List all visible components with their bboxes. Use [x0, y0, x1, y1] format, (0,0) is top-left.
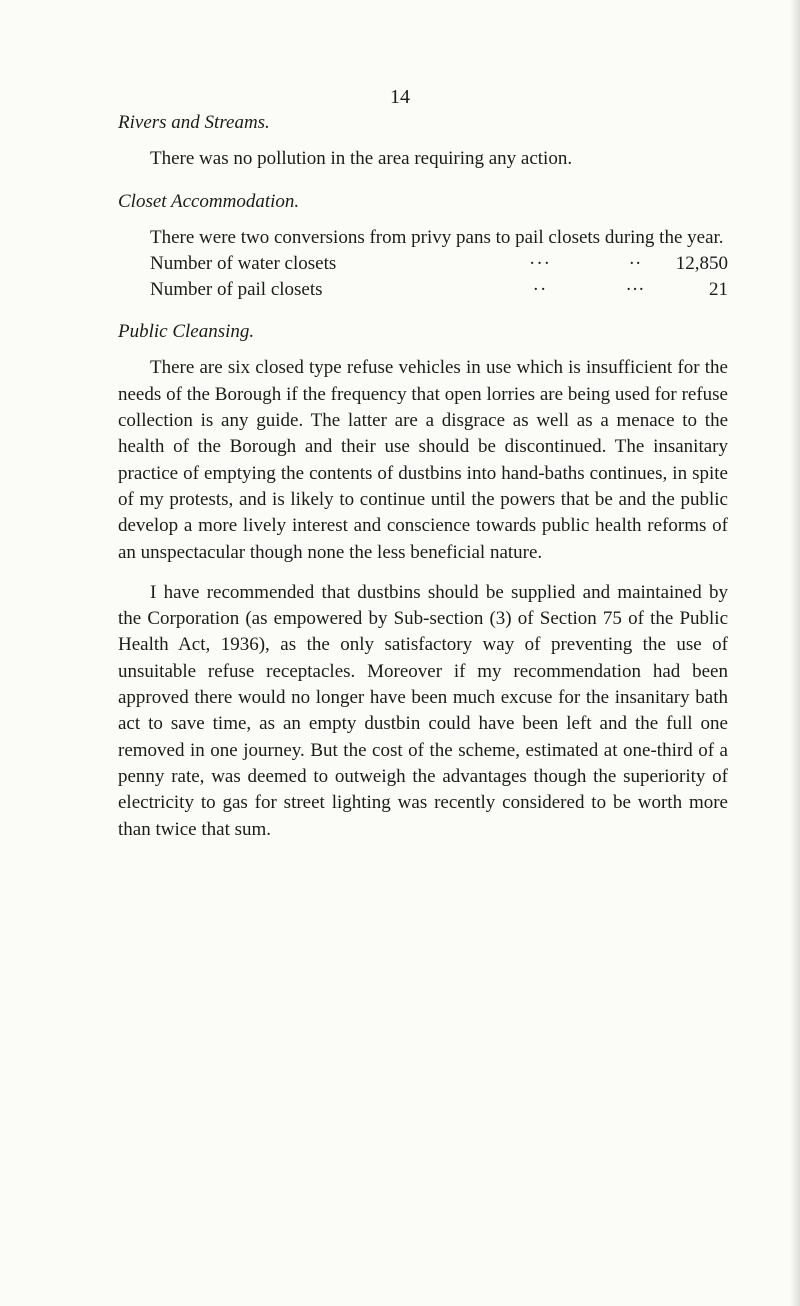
paragraph-closet: There were two conversions from privy pans to pail closets during the year.	[150, 226, 724, 248]
page-number: 14	[390, 86, 410, 108]
leader-dots: ··	[628, 253, 642, 275]
leader-dots: ···	[529, 253, 551, 275]
heading-rivers-and-streams: Rivers and Streams.	[118, 112, 270, 133]
closet-row-label: Number of water closets	[150, 253, 337, 275]
section-spacer	[118, 173, 728, 189]
paragraph-cleansing-1: There are six closed type refuse vehicles in use which is insufficient for the needs of the Borough if the frequency that open lorries are being used for refuse collection is any guide. The latter are a disgrace as well as a menace to the health of the Borough and their use should be discontinued. The insanitary practice of emptying the contents of dustbins into hand-baths continues, in spite of my protests, and is likely to continue until the powers that be and the public develop a more lively interest and conscience towards public health reforms of an unspectacular though none the less beneficial nature.	[118, 357, 728, 563]
paragraph-cleansing-2: I have recommended that dustbins should be supplied and maintained by the Corporation (as empowered by Sub-section (3) of Section 75 of the Public Health Act, 1936), as the only satisfactory way of preventing the use of unsuitable refuse receptacles. Moreover if my recommendation had been approved there would no longer have been much excuse for the insanitary bath act to save time, as an empty dustbin could have been left and the full one removed in one journey. But the cost of the scheme, estimated at one-third of a penny rate, was deemed to outweigh the advantages though the superiority of electricity to gas for street lighting was recently considered to be worth more than twice that sum.	[118, 581, 728, 840]
paragraph-spacer	[118, 566, 728, 580]
leader-dots: ··	[532, 279, 548, 301]
heading-closet-accommodation: Closet Accommodation.	[118, 190, 300, 212]
closet-row-pail	[118, 277, 728, 303]
heading-public-cleansing: Public Cleansing.	[118, 321, 255, 343]
paragraph-rivers: There was no pollution in the area requiring any action.	[150, 148, 573, 170]
section-spacer	[118, 303, 728, 319]
closet-row-value: 21	[709, 279, 728, 301]
page-content	[118, 110, 728, 843]
closet-row-value: 12,850	[675, 253, 728, 275]
page-edge-shadow	[790, 0, 800, 1306]
closet-row-water	[118, 251, 728, 277]
leader-dots: ···	[625, 279, 645, 301]
closet-row-label: Number of pail closets	[150, 279, 323, 301]
